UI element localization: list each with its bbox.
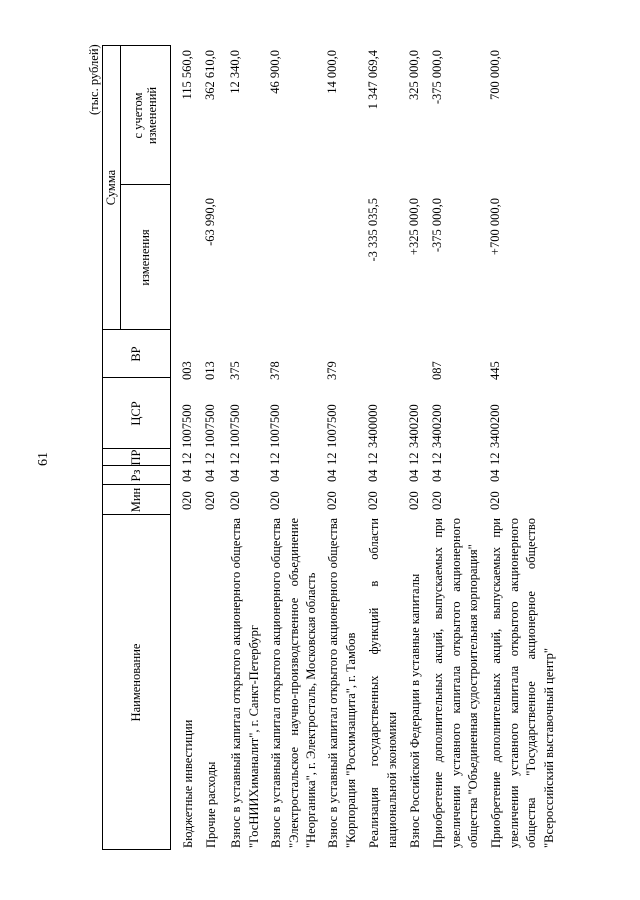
row-vr xyxy=(366,350,381,380)
row-name: Взнос Российской Федерации в уставные капиталы xyxy=(408,573,422,848)
units-note: (тыс. рублей) xyxy=(87,44,101,115)
row-csr: 1007500 xyxy=(203,404,217,448)
header-changes: изменения xyxy=(138,229,152,286)
row-codes xyxy=(228,350,243,510)
row-vr: 379 xyxy=(325,361,339,380)
row-pr: 12 xyxy=(430,452,444,465)
row-name: Приобретение дополнительных акций, выпускаемых при увеличении уставного капитала открытого акционерного общества "Государственное акционерное общество "Всероссийский выставочный центр" xyxy=(489,518,556,848)
row-min: 020 xyxy=(366,491,380,510)
header-min: Мин xyxy=(129,487,143,513)
row-vr: 375 xyxy=(228,361,242,380)
row-csr: 3400000 xyxy=(366,404,380,448)
row-vr: 013 xyxy=(203,361,217,380)
row-total: 700 000,0 xyxy=(488,50,502,100)
row-csr: 1007500 xyxy=(228,404,242,448)
row-min: 020 xyxy=(180,491,194,510)
page-number: 61 xyxy=(36,452,51,466)
row-rz: 04 xyxy=(430,469,444,482)
header-vr: ВР xyxy=(129,346,143,362)
row-csr: 3400200 xyxy=(407,404,421,448)
row-changes: +325 000,0 xyxy=(407,198,421,256)
row-vr: 087 xyxy=(430,361,444,380)
row-csr: 1007500 xyxy=(268,404,282,448)
row-min: 020 xyxy=(407,491,421,510)
row-pr: 12 xyxy=(268,452,282,465)
row-min: 020 xyxy=(430,491,444,510)
row-codes xyxy=(488,350,503,510)
row-min: 020 xyxy=(203,491,217,510)
row-name: Прочие расходы xyxy=(204,761,218,848)
header-sum: Сумма xyxy=(104,169,118,206)
row-pr: 12 xyxy=(325,452,339,465)
row-name: Взнос в уставный капитал открытого акционерного общества "Корпорация "Росхимзащита", г. Тамбов xyxy=(326,518,358,848)
row-rz: 04 xyxy=(228,469,242,482)
row-total: 1 347 069,4 xyxy=(366,50,380,110)
row-csr: 3400200 xyxy=(430,404,444,448)
row-total: 362 610,0 xyxy=(203,50,217,100)
row-name: Бюджетные инвестиции xyxy=(181,719,195,848)
row-codes xyxy=(366,350,381,510)
row-codes xyxy=(180,350,195,510)
row-codes xyxy=(407,350,422,510)
row-codes xyxy=(268,350,283,510)
row-pr: 12 xyxy=(407,452,421,465)
row-changes: -375 000,0 xyxy=(430,198,444,253)
header-csr: ЦСР xyxy=(129,401,143,426)
row-vr: 445 xyxy=(488,361,502,380)
row-total: 46 900,0 xyxy=(268,50,282,94)
row-pr: 12 xyxy=(488,452,502,465)
row-rz: 04 xyxy=(407,469,421,482)
row-codes xyxy=(325,350,340,510)
row-rz: 04 xyxy=(325,469,339,482)
row-name: Взнос в уставный капитал открытого акционерного общества "Электростальское научно-производственное объединение "Неорганика", г. Электросталь, Московская область xyxy=(269,518,319,848)
row-rz: 04 xyxy=(488,469,502,482)
row-name: Приобретение дополнительных акций, выпускаемых при увеличении уставного капитала открытого акционерного общества "Объединенная судостроительная корпорация" xyxy=(431,518,481,848)
row-total: 12 340,0 xyxy=(228,50,242,94)
row-total: -375 000,0 xyxy=(430,50,444,105)
header-pr: ПР xyxy=(129,449,143,466)
row-rz: 04 xyxy=(366,469,380,482)
row-min: 020 xyxy=(228,491,242,510)
row-csr: 1007500 xyxy=(180,404,194,448)
row-total: 14 000,0 xyxy=(325,50,339,94)
row-codes xyxy=(430,350,445,510)
header-rz: Рз xyxy=(129,469,143,482)
row-vr: 378 xyxy=(268,361,282,380)
row-min: 020 xyxy=(488,491,502,510)
budget-table xyxy=(85,45,575,850)
row-csr: 1007500 xyxy=(325,404,339,448)
row-total: 115 560,0 xyxy=(180,50,194,100)
row-rz: 04 xyxy=(268,469,282,482)
row-total: 325 000,0 xyxy=(407,50,421,100)
row-changes: -63 990,0 xyxy=(203,198,217,246)
row-min: 020 xyxy=(325,491,339,510)
row-codes xyxy=(203,350,218,510)
row-rz: 04 xyxy=(203,469,217,482)
row-pr: 12 xyxy=(228,452,242,465)
row-csr: 3400200 xyxy=(488,404,502,448)
header-name: Наименование xyxy=(129,643,143,722)
header-total: с учетом изменений xyxy=(131,86,159,145)
row-min: 020 xyxy=(268,491,282,510)
row-changes: +700 000,0 xyxy=(488,198,502,256)
row-name: Реализация государственных функций в области национальной экономики xyxy=(367,518,399,848)
row-vr: 003 xyxy=(180,361,194,380)
row-name: Взнос в уставный капитал открытого акционерного общества "ГосНИИХиманалит", г. Санкт-Петербург xyxy=(229,518,261,848)
header-bottom-rule xyxy=(170,45,171,850)
row-pr: 12 xyxy=(180,452,194,465)
row-pr: 12 xyxy=(366,452,380,465)
row-vr xyxy=(407,350,422,380)
row-rz: 04 xyxy=(180,469,194,482)
row-pr: 12 xyxy=(203,452,217,465)
row-changes: -3 335 035,5 xyxy=(366,198,380,262)
